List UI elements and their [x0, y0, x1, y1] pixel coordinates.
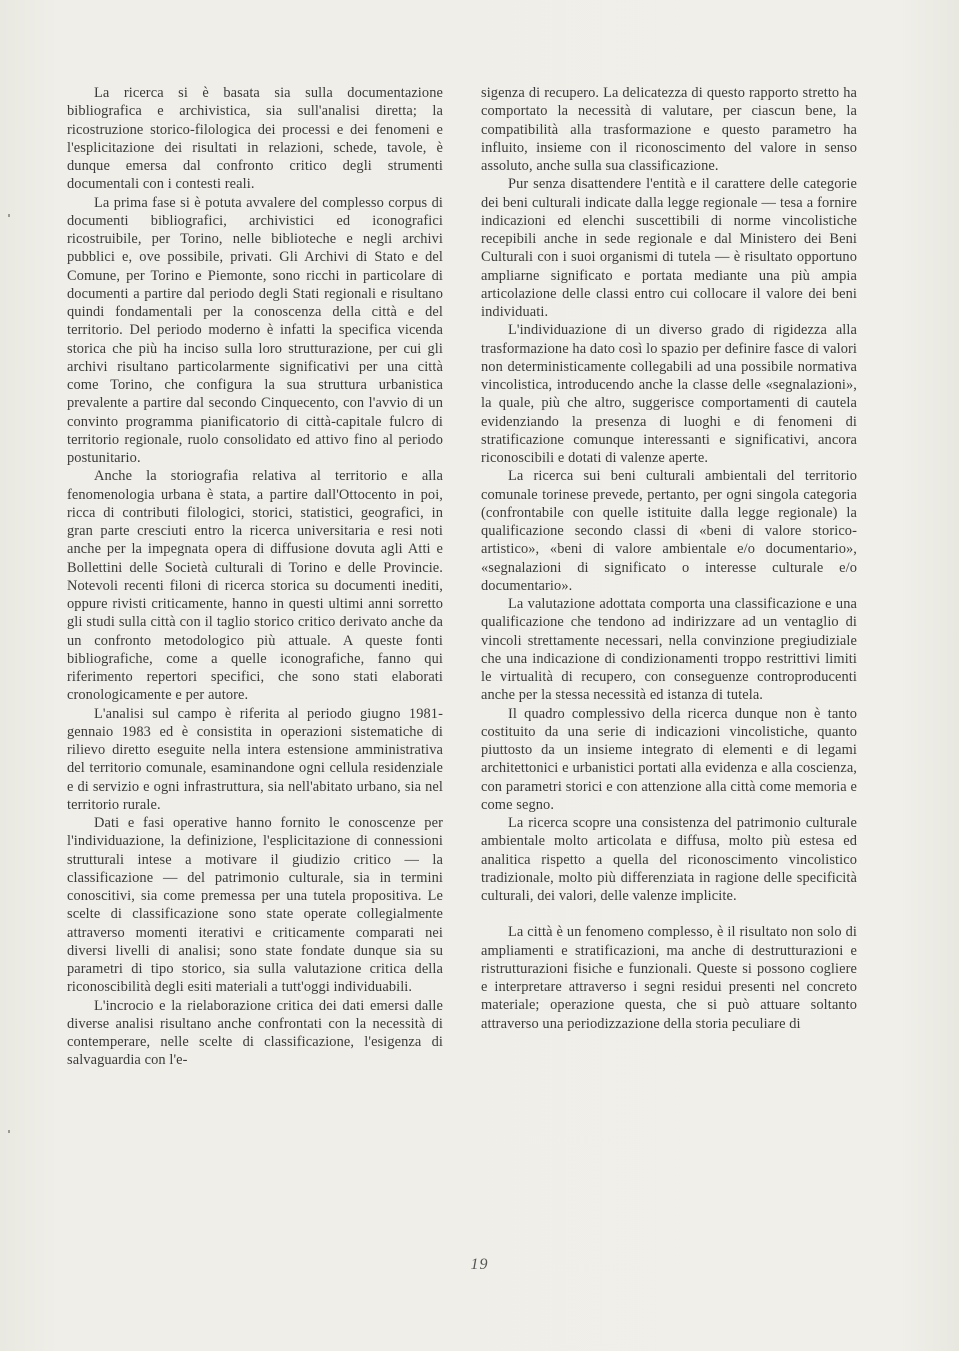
paragraph: L'individuazione di un diverso grado di rigidezza alla trasformazione ha dato così lo spazio per definire fasce di valori non deterministicamente collegabili ad una possibile normativa vincolistica, introducendo anche la classe delle «segnalazioni», la quale, più che altro, suggerisce comportamenti di cautela evidenziando la presenza di luoghi e di fenomeni di stratificazione comunque interessanti e significativi, ancora riconoscibili e dotati di valenze aperte. [481, 322, 857, 466]
right-text-column [481, 84, 857, 1033]
paragraph: La ricerca si è basata sia sulla documentazione bibliografica e archivistica, sia sull'analisi diretta; la ricostruzione storico-filologica dei processi e dei fenomeni e l'esplicitazione dei risultati in relazioni, schede, tavole, è dunque emersa dal confronto critico degli strumenti documentali con i contesti reali. [67, 85, 443, 193]
paragraph: La città è un fenomeno complesso, è il risultato non solo di ampliamenti e stratificazioni, ma anche di destrutturazioni e ristrutturazioni fisiche e funzionali. Queste si possono cogliere e interpretare attraverso i segni residui presenti nel concreto materiale; operazione questa, che si può attuare soltanto attraverso una periodizzazione della storia peculiare di [481, 924, 857, 1032]
paragraph: La ricerca sui beni culturali ambientali del territorio comunale torinese prevede, pertanto, per ogni singola categoria (confrontabile con quelle istituite dalla legge regionale) la qualificazione secondo classi di «beni di valore storico-artistico», «beni di valore ambientale e/o documentario», «segnalazioni di significato o interesse culturale e/o documentario». [481, 468, 857, 594]
left-text-column [67, 84, 443, 1070]
scan-edge-mark [8, 214, 10, 217]
paragraph: Anche la storiografia relativa al territorio e alla fenomenologia urbana è stata, a partire dall'Ottocento in poi, ricca di contributi filologici, storici, statistici, geografici, in gran parte cresciuti entro la ricerca universitaria e resi noti anche per la impegnata opera di diffusione dovuta agli Atti e Bollettini delle Società culturali di Torino e delle Provincie. Notevoli recenti filoni di ricerca storica su documenti inediti, oppure rivisti criticamente, hanno in questi ultimi anni sorretto gli studi sulla città con il taglio storico critico derivato anche da un confronto metodologico più attuale. A queste fonti bibliografiche, come a quelle iconografiche, fanno qui riferimento repertori specifici, che sono stati elaborati cronologicamente e per autore. [67, 468, 443, 704]
page-number: 19 [470, 1256, 489, 1273]
scan-edge-mark [8, 1130, 10, 1133]
paragraph: La ricerca scopre una consistenza del patrimonio culturale ambientale molto articolata e diffusa, molto più estesa ed analitica rispetto a quella del riconoscimento vincolistico tradizionale, molto più differenziata in ragione delle specificità culturali, dei valori, delle valenze implicite. [481, 815, 857, 904]
paragraph: La prima fase si è potuta avvalere del complesso corpus di documenti bibliografici, archivistici ed iconografici ricostruibile, per Torino, nelle biblioteche e negli archivi pubblici e, ove possibile, privati. Gli Archivi di Stato e del Comune, per Torino e Piemonte, sono ricchi in particolare di documenti a partire dal periodo degli Stati regionali e risultano quindi fondamentali per la conoscenza della città e del territorio. Del periodo moderno è infatti la specifica vicenda storica che più ha inciso sulla loro strutturazione, per cui gli archivi risultano particolarmente significativi per una città come Torino, che configura la sua struttura urbanistica prevalente a partire dal secondo Cinquecento, con l'avvio di un convinto programma pianificatorio di città-capitale fulcro di territorio regionale, ruolo consolidato ed attivo fino al periodo postunitario. [67, 194, 443, 466]
paragraph: La valutazione adottata comporta una classificazione e una qualificazione che tendono ad indirizzare ad un ventaglio di vincoli strettamente necessari, nella convinzione pregiudiziale che una indicazione di condizionamenti troppo restrittivi limiti le virtualità di recupero, con conseguenze controproducenti anche per la stessa necessità ed istanza di tutela. [481, 596, 857, 704]
paragraph: Il quadro complessivo della ricerca dunque non è tanto costituito da una serie di indicazioni vincolistiche, quanto piuttosto da un insieme integrato di elementi e di legami architettonici e urbanistici portati alla evidenza e alla coscienza, con parametri storici e con attenzione alla città come memoria e come segno. [481, 705, 857, 813]
paragraph: Dati e fasi operative hanno fornito le conoscenze per l'individuazione, la definizione, l'esplicitazione di connessioni strutturali intese a motivare il giudizio critico — la classificazione — del patrimonio culturale, sia in termini conoscitivi, sia come premessa per una tutela propositiva. Le scelte di classificazione sono state operate collegialmente attraverso momenti iterativi e criticamente comparati nei diversi livelli di analisi; sono state fondate dunque sia su parametri di tipo storico, sia sulla valutazione critica della riconoscibilità degli esiti materiali a tutt'oggi individuabili. [67, 815, 443, 996]
paragraph: L'incrocio e la rielaborazione critica dei dati emersi dalle diverse analisi risultano anche confrontati con la necessità di contemperare, nelle scelte di classificazione, l'esigenza di salvaguardia con l'e- [67, 997, 443, 1069]
paragraph: L'analisi sul campo è riferita al periodo giugno 1981-gennaio 1983 ed è consistita in operazioni sistematiche di rilievo diretto eseguite nella intera estensione amministrativa del territorio comunale, esaminandone ogni cellula residenziale e di servizio e ogni infrastruttura, sia nell'abitato urbano, sia nel territorio rurale. [67, 705, 443, 813]
paragraph: Pur senza disattendere l'entità e il carattere delle categorie dei beni culturali indicate dalla legge regionale — tesa a fornire indicazioni ed elenchi suscettibili di norme vincolistiche recepibili anche in sede regionale e dal Ministero dei Beni Culturali con i suoi organismi di tutela — è risultato opportuno ampliarne significato e portata mediante una più ampia articolazione delle classi entro cui collocare il valore dei beni individuati. [481, 176, 857, 320]
paragraph-continuation: sigenza di recupero. La delicatezza di questo rapporto stretto ha comportato la necessità di valutare, per ciascun bene, la compatibilità alla trasformazione e questo parametro ha influito, insieme con il riconoscimento del valore in senso assoluto, anche sulla sua classificazione. [481, 85, 857, 174]
